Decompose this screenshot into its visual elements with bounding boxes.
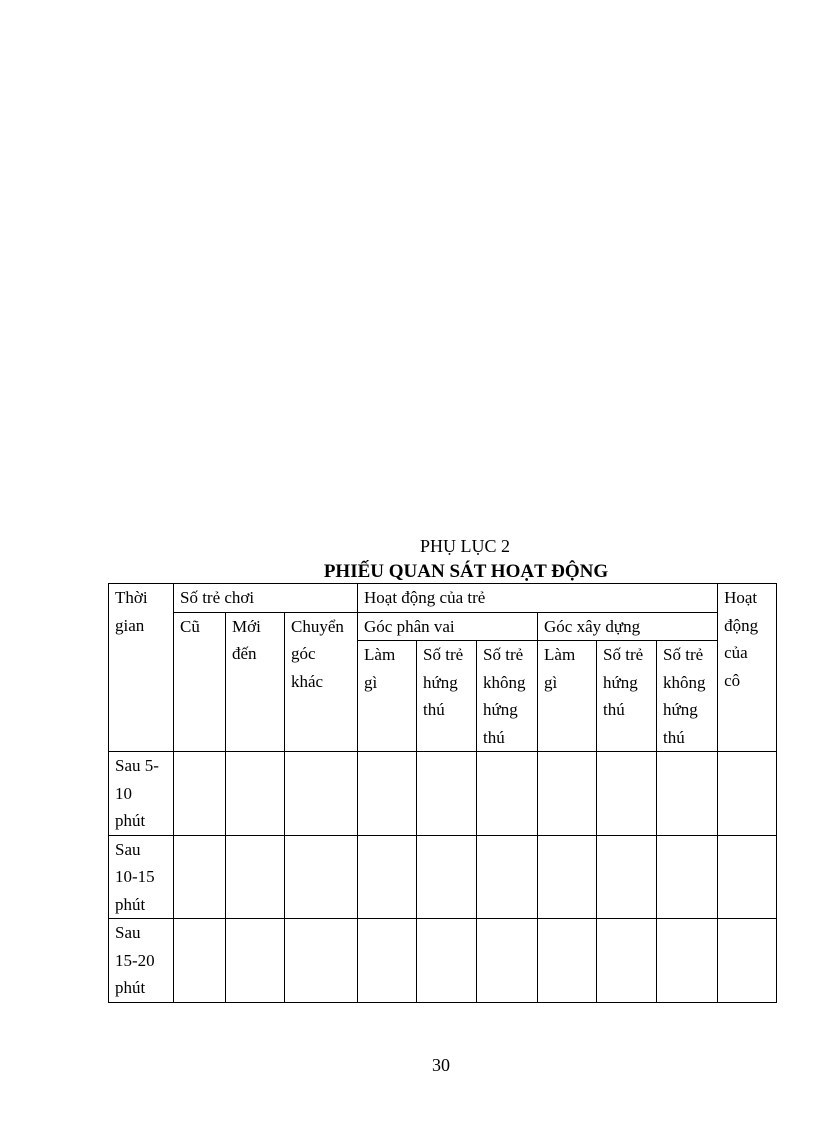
empty-cell (538, 752, 597, 836)
children-count-header: Số trẻ chơi (174, 584, 358, 613)
empty-cell (477, 752, 538, 836)
empty-cell (718, 752, 777, 836)
time-header: Thời gian (109, 584, 174, 752)
empty-cell (718, 919, 777, 1003)
role-play-not-interested-header: Số trẻ không hứng thú (477, 641, 538, 752)
empty-cell (358, 752, 417, 836)
empty-cell (477, 919, 538, 1003)
empty-cell (657, 919, 718, 1003)
empty-cell (174, 752, 226, 836)
document-title: PHIẾU QUAN SÁT HOẠT ĐỘNG (323, 561, 609, 582)
new-children-header: Mới đến (226, 612, 285, 752)
empty-cell (285, 919, 358, 1003)
observation-table (108, 583, 777, 1003)
construction-corner-header: Góc xây dựng (538, 612, 718, 641)
moved-children-header: Chuyển góc khác (285, 612, 358, 752)
page-number: 30 (432, 1055, 450, 1075)
empty-cell (285, 752, 358, 836)
children-activity-header: Hoạt động của trẻ (358, 584, 718, 613)
empty-cell (358, 919, 417, 1003)
role-play-doing-header: Làm gì (358, 641, 417, 752)
empty-cell (417, 752, 477, 836)
empty-cell (657, 835, 718, 919)
empty-cell (417, 919, 477, 1003)
empty-cell (718, 835, 777, 919)
empty-cell (174, 919, 226, 1003)
empty-cell (226, 835, 285, 919)
empty-cell (657, 752, 718, 836)
old-children-header: Cũ (174, 612, 226, 752)
empty-cell (538, 919, 597, 1003)
empty-cell (597, 919, 657, 1003)
time-cell: Sau 5- 10 phút (109, 752, 174, 836)
time-cell: Sau 15-20 phút (109, 919, 174, 1003)
construction-interested-header: Số trẻ hứng thú (597, 641, 657, 752)
empty-cell (538, 835, 597, 919)
empty-cell (226, 919, 285, 1003)
empty-cell (358, 835, 417, 919)
time-cell: Sau 10-15 phút (109, 835, 174, 919)
role-play-interested-header: Số trẻ hứng thú (417, 641, 477, 752)
empty-cell (417, 835, 477, 919)
role-play-corner-header: Góc phân vai (358, 612, 538, 641)
empty-cell (226, 752, 285, 836)
table-row (109, 919, 777, 1003)
empty-cell (285, 835, 358, 919)
teacher-activity-header: Hoạt động của cô (718, 584, 777, 752)
empty-cell (174, 835, 226, 919)
empty-cell (597, 835, 657, 919)
empty-cell (477, 835, 538, 919)
appendix-label: PHỤ LỤC 2 (419, 536, 510, 556)
empty-cell (597, 752, 657, 836)
table-row (109, 835, 777, 919)
construction-not-interested-header: Số trẻ không hứng thú (657, 641, 718, 752)
construction-doing-header: Làm gì (538, 641, 597, 752)
table-row (109, 752, 777, 836)
